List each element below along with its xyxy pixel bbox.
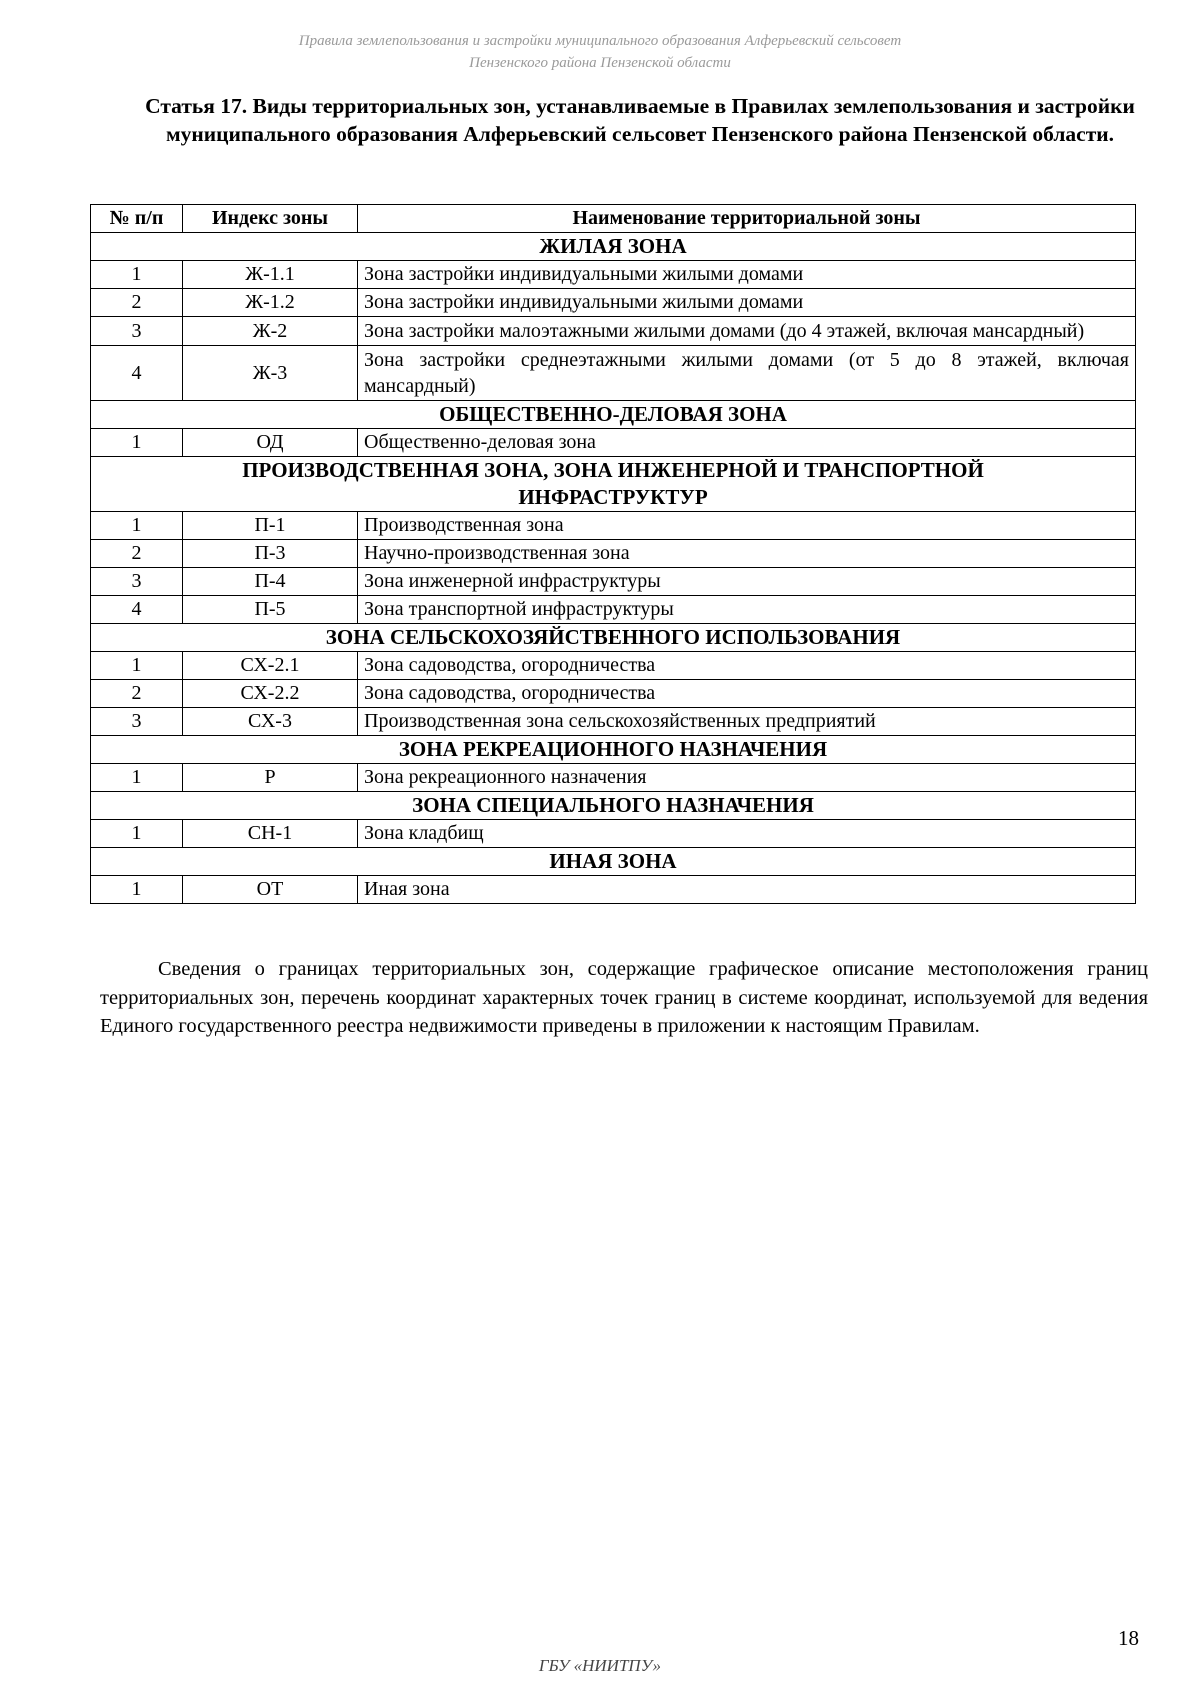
row-num: 4 [91, 346, 183, 401]
row-index: Ж-2 [183, 317, 358, 346]
page-footer: ГБУ «НИИТПУ» [538, 1656, 662, 1675]
zones-table [90, 204, 1136, 904]
section-title: ЗОНА СЕЛЬСКОХОЗЯЙСТВЕННОГО ИСПОЛЬЗОВАНИЯ [91, 624, 1136, 652]
row-num: 1 [91, 429, 183, 457]
row-num: 3 [91, 708, 183, 736]
section-row [91, 848, 1136, 876]
row-num: 1 [91, 512, 183, 540]
table-row [91, 261, 1136, 289]
row-name: Производственная зона сельскохозяйственных предприятий [358, 708, 1136, 736]
section-title: ОБЩЕСТВЕННО-ДЕЛОВАЯ ЗОНА [91, 401, 1136, 429]
table-row [91, 820, 1136, 848]
row-name: Научно-производственная зона [358, 540, 1136, 568]
row-num: 1 [91, 764, 183, 792]
row-index: Р [183, 764, 358, 792]
section-row [91, 736, 1136, 764]
row-index: СН-1 [183, 820, 358, 848]
row-index: Ж-3 [183, 346, 358, 401]
table-row [91, 540, 1136, 568]
row-name: Зона застройки среднеэтажными жилыми домами (от 5 до 8 этажей, включая мансардный) [358, 346, 1136, 401]
row-num: 3 [91, 568, 183, 596]
row-num: 3 [91, 317, 183, 346]
row-index: ОД [183, 429, 358, 457]
row-num: 1 [91, 876, 183, 904]
row-index: П-4 [183, 568, 358, 596]
running-header-line-1: Правила землепользования и застройки муниципального образования Алферьевский сельсовет [298, 33, 902, 49]
row-num: 1 [91, 652, 183, 680]
row-name: Производственная зона [358, 512, 1136, 540]
body-paragraph: Сведения о границах территориальных зон, содержащие графическое описание местоположения границ территориальных зон, перечень координат характерных точек границ в системе координат, используемой для ведения Единого государственного реестра недвижимости приведены в приложении к настоящим Правилам. [100, 958, 1148, 1037]
section-row [91, 401, 1136, 429]
running-header-line-2: Пензенского района Пензенской области [469, 55, 731, 71]
table-row [91, 876, 1136, 904]
section-title: ИНАЯ ЗОНА [91, 848, 1136, 876]
table-header-row [91, 205, 1136, 233]
page-number: 18 [1118, 1626, 1139, 1650]
section-title: ПРОИЗВОДСТВЕННАЯ ЗОНА, ЗОНА ИНЖЕНЕРНОЙ И ТРАНСПОРТНОЙ ИНФРАСТРУКТУР [91, 457, 1136, 512]
row-index: СХ-3 [183, 708, 358, 736]
running-header [150, 30, 1050, 74]
section-row [91, 624, 1136, 652]
header-index: Индекс зоны [183, 205, 358, 233]
table-row [91, 764, 1136, 792]
article-title: Статья 17. Виды территориальных зон, устанавливаемые в Правилах землепользования и застройки муниципального образования Алферьевский сельсовет Пензенского района Пензенской области. [145, 94, 1135, 146]
row-name: Зона застройки малоэтажными жилыми домами (до 4 этажей, включая мансардный) [358, 317, 1136, 346]
section-title: ЗОНА РЕКРЕАЦИОННОГО НАЗНАЧЕНИЯ [91, 736, 1136, 764]
table-row [91, 429, 1136, 457]
section-title: ЗОНА СПЕЦИАЛЬНОГО НАЗНАЧЕНИЯ [91, 792, 1136, 820]
row-name: Зона транспортной инфраструктуры [358, 596, 1136, 624]
table-row [91, 652, 1136, 680]
row-num: 2 [91, 540, 183, 568]
table-row [91, 708, 1136, 736]
row-index: ОТ [183, 876, 358, 904]
row-index: СХ-2.2 [183, 680, 358, 708]
row-num: 2 [91, 289, 183, 317]
row-name: Зона рекреационного назначения [358, 764, 1136, 792]
row-index: Ж-1.1 [183, 261, 358, 289]
table-row [91, 289, 1136, 317]
row-num: 1 [91, 261, 183, 289]
table-row [91, 568, 1136, 596]
row-name: Зона инженерной инфраструктуры [358, 568, 1136, 596]
row-name: Иная зона [358, 876, 1136, 904]
row-name: Зона садоводства, огородничества [358, 652, 1136, 680]
row-name: Общественно-деловая зона [358, 429, 1136, 457]
header-name: Наименование территориальной зоны [358, 205, 1136, 233]
row-index: П-5 [183, 596, 358, 624]
row-index: П-3 [183, 540, 358, 568]
row-index: СХ-2.1 [183, 652, 358, 680]
row-num: 2 [91, 680, 183, 708]
row-name: Зона садоводства, огородничества [358, 680, 1136, 708]
table-row [91, 317, 1136, 346]
row-name: Зона застройки индивидуальными жилыми домами [358, 261, 1136, 289]
table-row [91, 680, 1136, 708]
row-num: 1 [91, 820, 183, 848]
header-num: № п/п [91, 205, 183, 233]
row-index: Ж-1.2 [183, 289, 358, 317]
section-row [91, 457, 1136, 512]
table-row [91, 346, 1136, 401]
row-name: Зона кладбищ [358, 820, 1136, 848]
section-title: ЖИЛАЯ ЗОНА [91, 233, 1136, 261]
row-name: Зона застройки индивидуальными жилыми домами [358, 289, 1136, 317]
row-num: 4 [91, 596, 183, 624]
row-index: П-1 [183, 512, 358, 540]
section-row [91, 792, 1136, 820]
section-row [91, 233, 1136, 261]
table-row [91, 512, 1136, 540]
table-row [91, 596, 1136, 624]
